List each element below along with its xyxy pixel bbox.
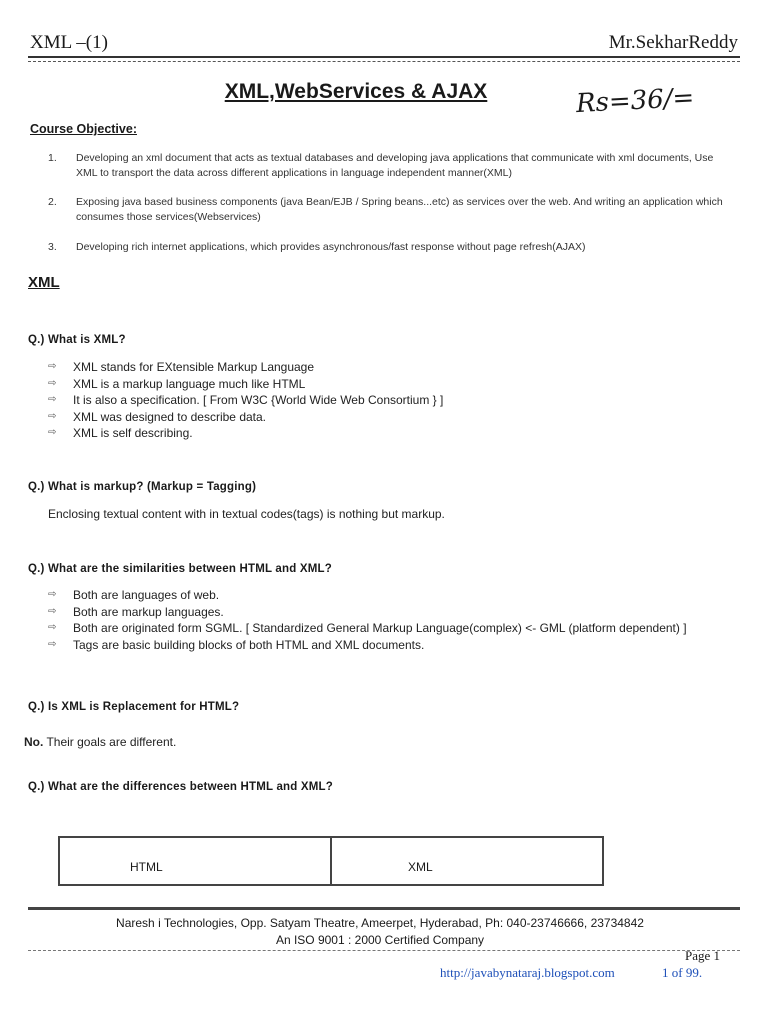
document-title: XML,WebServices & AJAX bbox=[224, 80, 488, 103]
arrow-bullet-icon: ⇨ bbox=[48, 589, 57, 600]
arrow-bullet-icon: ⇨ bbox=[48, 605, 57, 617]
footer-divider-dashed bbox=[28, 950, 740, 951]
list-item: ⇨ XML stands for EXtensible Markup Language bbox=[48, 360, 315, 374]
xml-section-heading: XML bbox=[28, 274, 60, 291]
objective-text: Developing an xml document that acts as textual databases and developing java applications that communicate with xml documents, Use XML to transport the data across different applications in language independent manner(XML) bbox=[76, 152, 714, 179]
arrow-bullet-icon: ⇨ bbox=[48, 394, 57, 405]
list-item: ⇨ Tags are basic building blocks of both HTML and XML documents. bbox=[48, 637, 425, 652]
arrow-bullet-icon: ⇨ bbox=[48, 361, 57, 372]
footer-certification: An ISO 9001 : 2000 Certified Company bbox=[275, 933, 485, 947]
table-header-cell: XML bbox=[408, 860, 433, 874]
question-replacement: Q.) Is XML is Replacement for HTML? bbox=[28, 701, 240, 713]
question-what-is-xml: Q.) What is XML? bbox=[28, 334, 126, 346]
header-divider-dashed bbox=[28, 61, 740, 62]
answer-no: No. bbox=[24, 735, 44, 749]
arrow-bullet-icon: ⇨ bbox=[48, 410, 57, 422]
objective-item-1 bbox=[48, 151, 728, 181]
question-similarities: Q.) What are the similarities between HTML and XML? bbox=[28, 563, 332, 575]
list-item: ⇨ XML is self describing. bbox=[48, 426, 193, 440]
markup-answer: Enclosing textual content with in textual codes(tags) is nothing but markup. bbox=[48, 507, 445, 521]
question-what-is-markup: Q.) What is markup? (Markup = Tagging) bbox=[28, 481, 257, 493]
what-is-xml-list bbox=[48, 359, 688, 442]
page-count: 1 of 99. bbox=[662, 965, 703, 980]
arrow-bullet-icon: ⇨ bbox=[48, 622, 57, 633]
objective-item-3 bbox=[48, 240, 728, 255]
table-header-cell: HTML bbox=[60, 838, 332, 884]
objective-number: 2. bbox=[48, 196, 57, 208]
arrow-bullet-icon: ⇨ bbox=[48, 638, 57, 650]
list-item: ⇨ It is also a specification. [ From W3C {World Wide Web Consortium } ] bbox=[48, 393, 444, 407]
page-label: Page 1 bbox=[684, 948, 720, 963]
objective-text: Exposing java based business components (java Bean/EJB / Spring beans...etc) as services over the web. And writing an application which consumes those services(Webservices) bbox=[76, 196, 723, 223]
header-left-label: XML –(1) bbox=[30, 32, 108, 53]
list-item: ⇨ XML was designed to describe data. bbox=[48, 409, 267, 424]
list-item: ⇨ Both are languages of web. bbox=[48, 588, 220, 602]
header-divider bbox=[28, 56, 740, 58]
handwritten-price-note: Rs=36/= bbox=[575, 82, 696, 120]
arrow-bullet-icon: ⇨ bbox=[48, 427, 57, 438]
answer-text: Their goals are different. bbox=[43, 735, 177, 749]
footer-divider bbox=[28, 907, 740, 910]
replacement-answer bbox=[24, 735, 176, 749]
differences-table bbox=[58, 836, 604, 886]
list-item: ⇨ Both are markup languages. bbox=[48, 604, 224, 619]
list-item: ⇨ XML is a markup language much like HTML bbox=[48, 376, 306, 391]
list-item: ⇨ Both are originated form SGML. [ Standardized General Markup Language(complex) <- GML (platform dependent) ] bbox=[48, 621, 687, 635]
objective-number: 3. bbox=[48, 241, 57, 253]
objective-item-2 bbox=[48, 195, 728, 225]
course-objective-label: Course Objective: bbox=[30, 122, 137, 136]
question-differences: Q.) What are the differences between HTML and XML? bbox=[28, 781, 333, 793]
objective-text: Developing rich internet applications, which provides asynchronous/fast response without page refresh(AJAX) bbox=[76, 241, 586, 253]
objective-number: 1. bbox=[48, 152, 57, 164]
arrow-bullet-icon: ⇨ bbox=[48, 377, 57, 389]
footer-address: Naresh i Technologies, Opp. Satyam Theatre, Ameerpet, Hyderabad, Ph: 040-23746666, 23734842 bbox=[116, 916, 644, 930]
header-author: Mr.SekharReddy bbox=[608, 32, 738, 53]
blog-link[interactable]: http://javabynataraj.blogspot.com bbox=[440, 965, 615, 980]
similarities-list bbox=[48, 587, 688, 653]
